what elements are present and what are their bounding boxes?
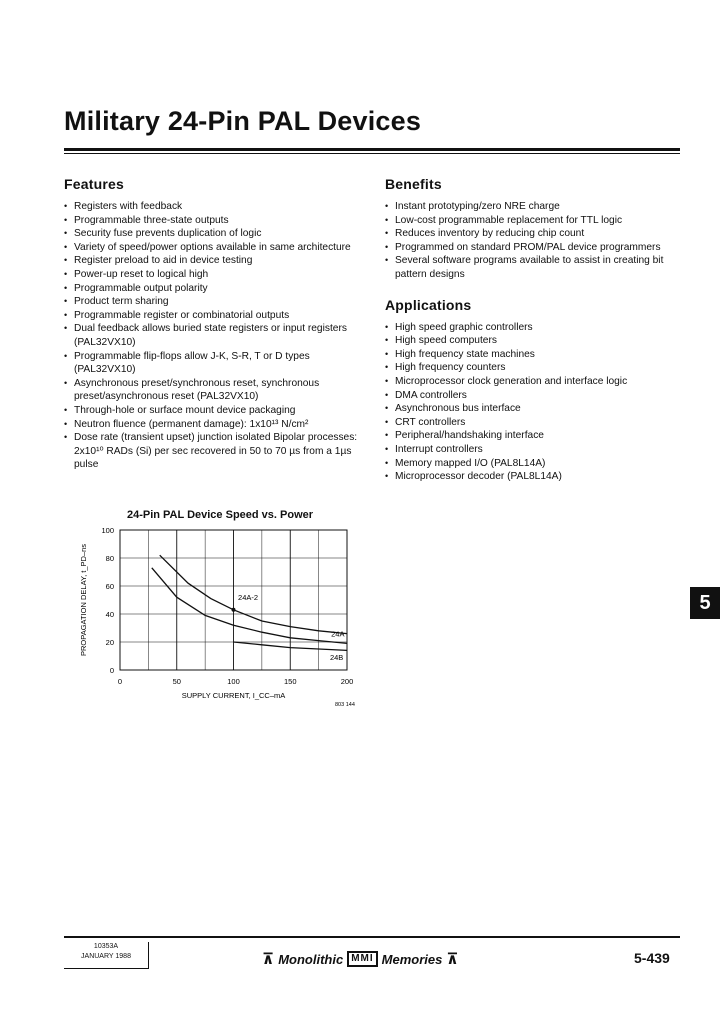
list-item: • Registers with feedback [64, 200, 364, 214]
list-item: • Reduces inventory by reducing chip count [385, 227, 685, 241]
x-tick-label: 150 [283, 677, 297, 686]
list-item: • Programmed on standard PROM/PAL device programmers [385, 241, 685, 255]
list-item: • Dual feedback allows buried state registers or input registers (PAL32VX10) [64, 322, 364, 349]
list-item: • Programmable output polarity [64, 282, 364, 296]
benefits-applications-section [385, 176, 685, 484]
chart-title: 24-Pin PAL Device Speed vs. Power [126, 509, 314, 521]
title-rule-thick [64, 148, 680, 151]
annotation-label: 24A-2 [238, 593, 259, 602]
list-item: • Microprocessor decoder (PAL8L14A) [385, 470, 685, 484]
y-tick-label: 40 [105, 610, 114, 619]
speed-power-chart [70, 520, 370, 720]
figure-id: 803 144 [335, 702, 355, 708]
list-item: • High speed computers [385, 334, 685, 348]
y-tick-label: 20 [105, 638, 114, 647]
list-item: • Asynchronous preset/synchronous reset, synchronous preset/asynchronous reset (PAL32VX10) [64, 377, 364, 404]
features-section [64, 176, 364, 472]
company-logo [262, 950, 459, 968]
list-item: • Product term sharing [64, 295, 364, 309]
y-axis-label: PROPAGATION DELAY, t_PD–ns [79, 544, 88, 656]
list-item: • Through-hole or surface mount device packaging [64, 404, 364, 418]
y-tick-label: 80 [105, 554, 114, 563]
list-item: • CRT controllers [385, 416, 685, 430]
y-tick-label: 60 [105, 582, 114, 591]
section-tab-marker: 5 [690, 587, 720, 619]
annotation-label: 24B [329, 653, 344, 663]
list-item: • Programmable register or combinatorial outputs [64, 309, 364, 323]
list-item: • Variety of speed/power options available in same architecture [64, 241, 364, 255]
x-tick-label: 50 [172, 677, 181, 686]
logo-text-monolithic: Monolithic [278, 951, 344, 967]
x-tick-label: 100 [227, 677, 240, 686]
list-item: • Programmable flip-flops allow J-K, S-R, T or D types (PAL32VX10) [64, 350, 364, 377]
logo-mark-icon: ⊼ [262, 951, 275, 968]
list-item: • DMA controllers [385, 389, 685, 403]
list-item: • High speed graphic controllers [385, 321, 685, 335]
list-item: • Memory mapped I/O (PAL8L14A) [385, 457, 685, 471]
data-point-24a-2 [232, 608, 236, 612]
list-item: • Interrupt controllers [385, 443, 685, 457]
list-item: • High frequency counters [385, 361, 685, 375]
features-heading: Features [64, 176, 124, 192]
series-line-24a [152, 568, 347, 644]
x-tick-label: 0 [117, 677, 123, 686]
applications-heading: Applications [385, 296, 472, 313]
list-item: • Security fuse prevents duplication of logic [64, 227, 364, 241]
logo-mark-icon: ⊼ [446, 951, 459, 968]
features-list [64, 200, 364, 472]
benefits-heading: Benefits [385, 176, 442, 192]
list-item: • Instant prototyping/zero NRE charge [385, 200, 685, 214]
list-item: • Low-cost programmable replacement for TTL logic [385, 214, 685, 228]
doc-date: JANUARY 1988 [81, 953, 131, 960]
list-item: • Several software programs available to assist in creating bit pattern designs [385, 254, 685, 281]
doc-number: 10353A [93, 943, 119, 950]
list-item: • Power-up reset to logical high [64, 268, 364, 282]
x-tick-label: 200 [340, 677, 354, 686]
list-item: • Asynchronous bus interface [385, 402, 685, 416]
list-item: • High frequency state machines [385, 348, 685, 362]
title-rule-thin [64, 153, 680, 154]
logo-text-memories: Memories [381, 951, 443, 967]
footer-rule [64, 936, 680, 938]
document-info-box [64, 942, 149, 969]
y-tick-label: 100 [101, 526, 114, 535]
list-item: • Peripheral/handshaking interface [385, 429, 685, 443]
annotation-label: 24A [331, 629, 345, 639]
x-axis-label: SUPPLY CURRENT, I_CC–mA [181, 691, 286, 700]
list-item: • Microprocessor clock generation and interface logic [385, 375, 685, 389]
page-title: Military 24-Pin PAL Devices [64, 106, 422, 136]
list-item: • Dose rate (transient upset) junction isolated Bipolar processes: 2x10¹⁰ RADs (Si) per sec recovered in 50 to 70 µs from a 1µs pulse [64, 431, 364, 472]
list-item: • Register preload to aid in device testing [64, 254, 364, 268]
logo-mmi-mark: MMI [347, 951, 377, 967]
list-item: • Programmable three-state outputs [64, 214, 364, 228]
list-item: • Neutron fluence (permanent damage): 1x10¹³ N/cm² [64, 418, 364, 432]
applications-list [385, 321, 685, 484]
y-tick-label: 0 [109, 666, 114, 675]
page-number: 5-439 [634, 950, 670, 966]
benefits-list [385, 200, 685, 282]
